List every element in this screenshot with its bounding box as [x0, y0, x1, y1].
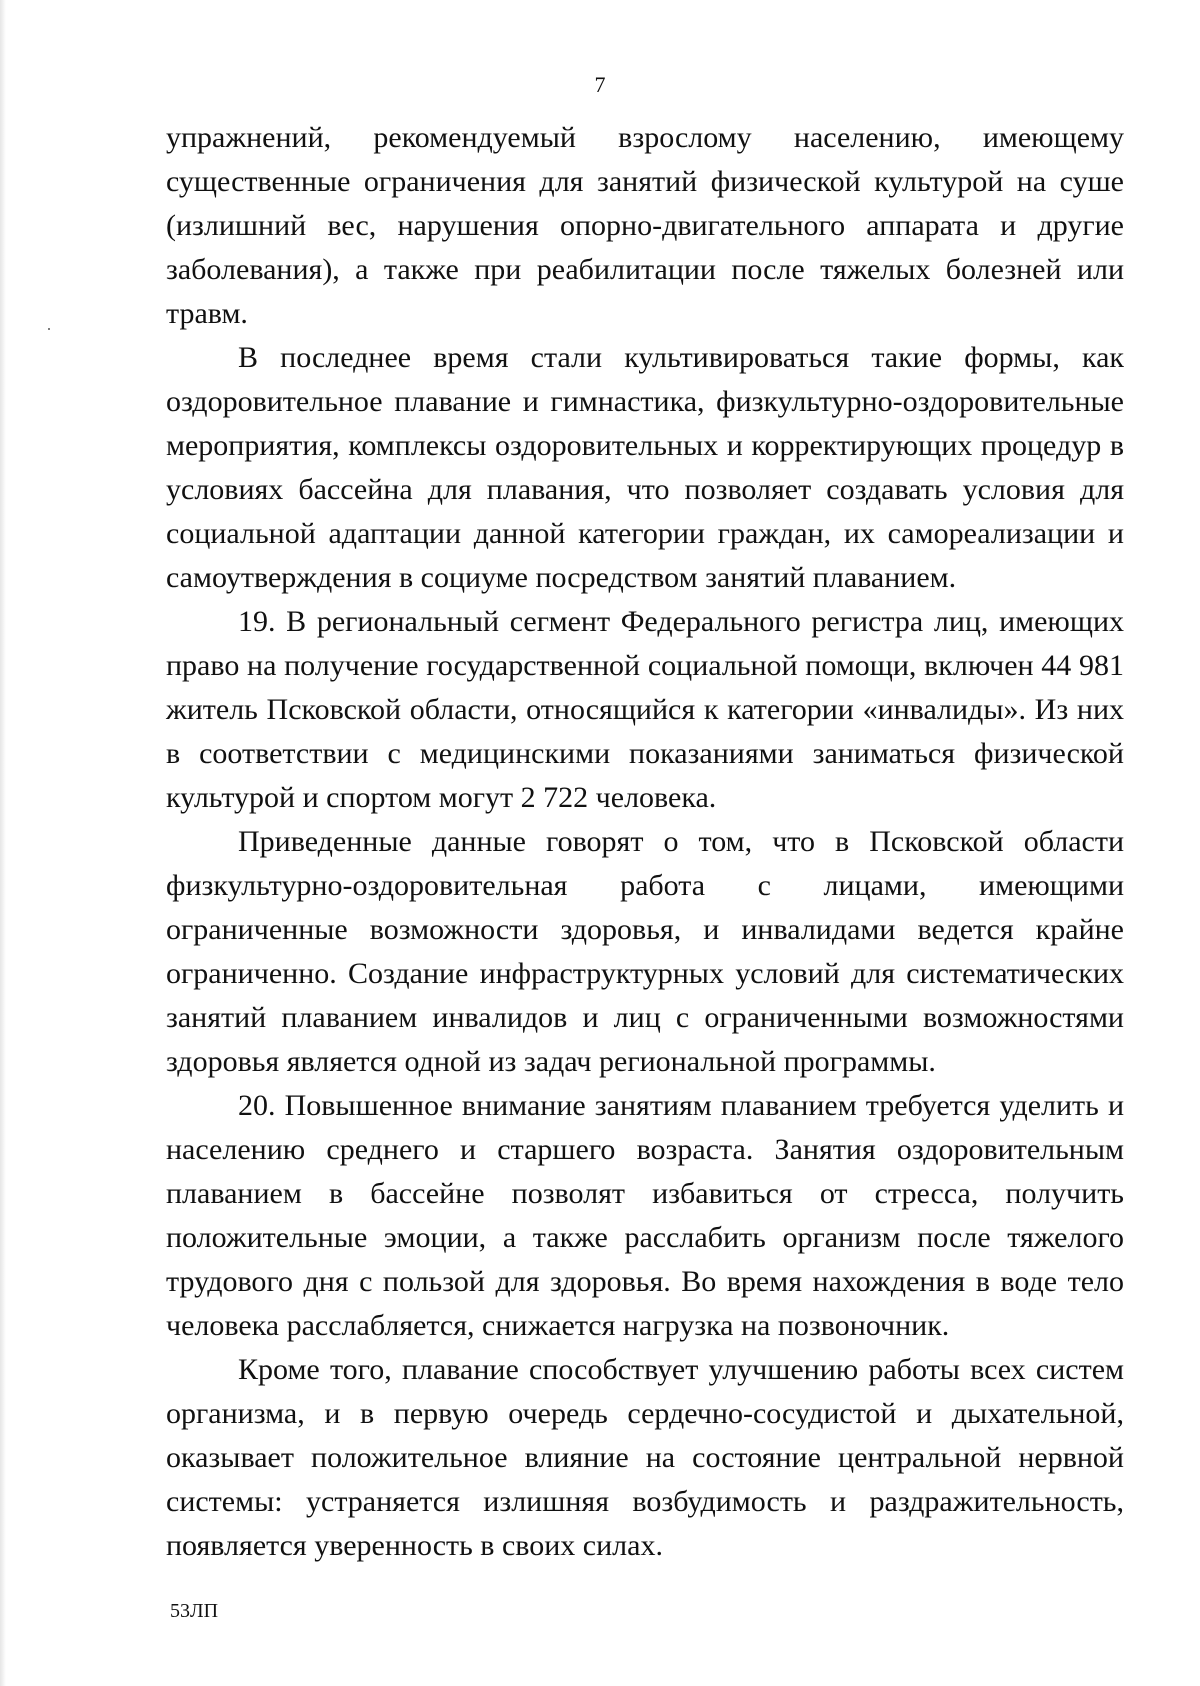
paragraph-continuation: упражнений, рекомендуемый взрослому населению, имеющему существенные ограничения для занятий физической культурой на суше (излишний вес, нарушения опорно-двигательного аппарата и другие заболевания), а также при реабилитации после тяжелых болезней или травм.	[166, 121, 1124, 330]
scan-speck	[48, 328, 50, 330]
paragraph: Приведенные данные говорят о том, что в Псковской области физкультурно-оздоровительная работа с лицами, имеющими ограниченные возможности здоровья, и инвалидами ведется крайне ограниченно. Создание инфраструктурных условий для систематических занятий плаванием инвалидов и лиц с ограниченными возможностями здоровья является одной из задач региональной программы.	[166, 825, 1124, 1078]
document-body	[166, 116, 1124, 1568]
scan-edge	[0, 0, 6, 1686]
page-number: 7	[594, 72, 606, 97]
paragraph-item-19: 19. В региональный сегмент Федерального регистра лиц, имеющих право на получение государственной социальной помощи, включен 44 981 житель Псковской области, относящийся к категории «инвалиды». Из них в соответствии с медицинскими показаниями заниматься физической культурой и спортом могут 2 722 человека.	[166, 605, 1124, 814]
paragraph-item-20: 20. Повышенное внимание занятиям плаванием требуется уделить и населению среднего и старшего возраста. Занятия оздоровительным плаванием в бассейне позволят избавиться от стресса, получить положительные эмоции, а также расслабить организм после тяжелого трудового дня с пользой для здоровья. Во время нахождения в воде тело человека расслабляется, снижается нагрузка на позвоночник.	[166, 1089, 1124, 1342]
document-code: 53ЛП	[170, 1600, 219, 1622]
paragraph: В последнее время стали культивироваться такие формы, как оздоровительное плавание и гимнастика, физкультурно-оздоровительные мероприятия, комплексы оздоровительных и корректирующих процедур в условиях бассейна для плавания, что позволяет создавать условия для социальной адаптации данной категории граждан, их самореализации и самоутверждения в социуме посредством занятий плаванием.	[166, 341, 1124, 594]
paragraph: Кроме того, плавание способствует улучшению работы всех систем организма, и в первую очередь сердечно-сосудистой и дыхательной, оказывает положительное влияние на состояние центральной нервной системы: устраняется излишняя возбудимость и раздражительность, появляется уверенность в своих силах.	[166, 1353, 1124, 1562]
